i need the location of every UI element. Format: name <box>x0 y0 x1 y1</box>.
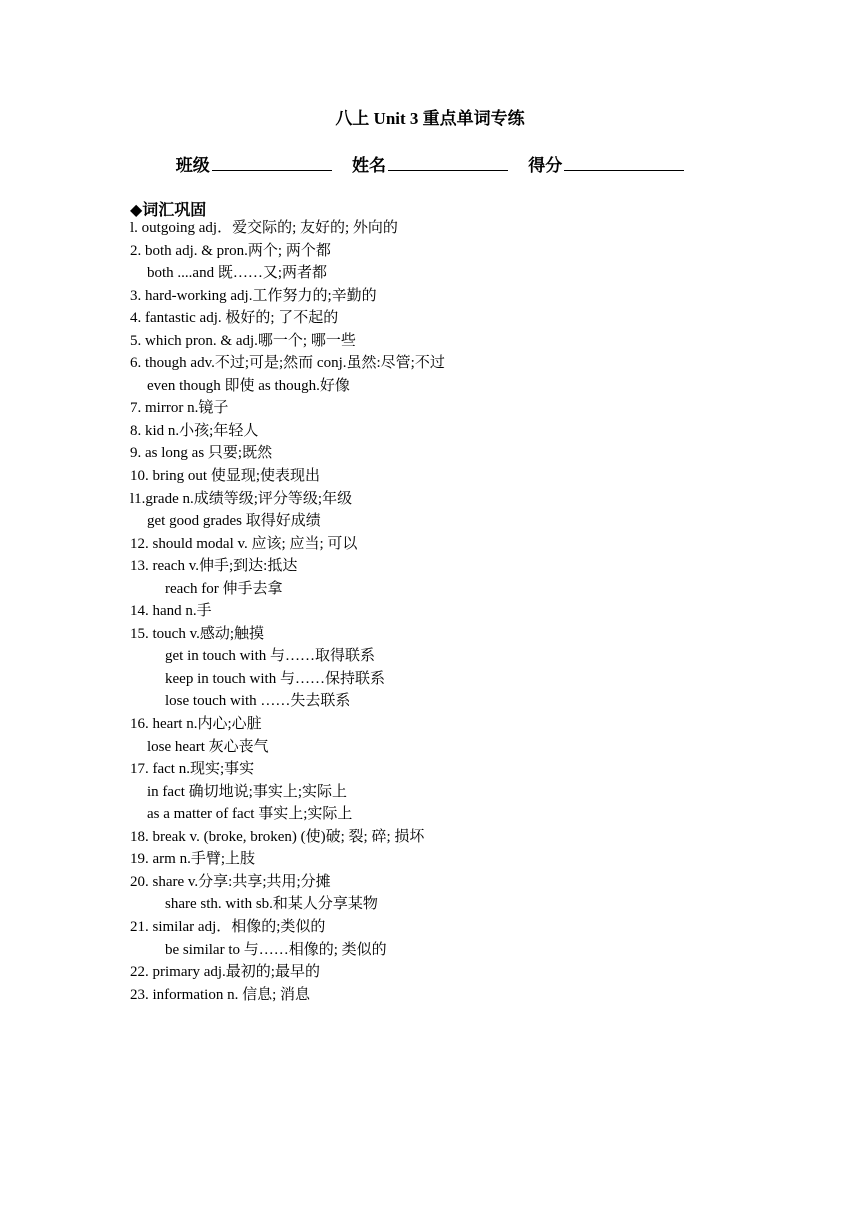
vocab-line: 22. primary adj.最初的;最早的 <box>130 964 320 981</box>
vocab-line: 16. heart n.内心;心脏 <box>130 716 262 733</box>
vocab-line: 3. hard-working adj.工作努力的;辛勤的 <box>130 287 377 304</box>
vocab-line: 21. similar adj．相像的;类似的 <box>130 918 326 935</box>
score-field <box>528 151 684 176</box>
page-title: 八上 Unit 3 重点单词专练 <box>335 109 525 128</box>
vocab-line: 23. information n. 信息; 消息 <box>130 986 310 1003</box>
vocab-line: 2. both adj. & pron.两个; 两个都 <box>130 242 331 259</box>
vocab-phrase-line: get in touch with 与……取得联系 <box>165 648 375 665</box>
name-field <box>352 151 508 176</box>
vocab-phrase-line: in fact 确切地说;事实上;实际上 <box>147 783 347 800</box>
vocab-line: 20. share v.分享:共享;共用;分摊 <box>130 873 331 890</box>
class-field <box>176 151 332 176</box>
score-label: 得分 <box>528 156 563 175</box>
vocab-phrase-line: be similar to 与……相像的; 类似的 <box>165 941 387 958</box>
vocab-phrase-line: reach for 伸手去拿 <box>165 580 283 597</box>
vocab-phrase-line: share sth. with sb.和某人分享某物 <box>165 896 378 913</box>
vocab-line: 17. fact n.现实;事实 <box>130 761 255 778</box>
vocab-line: 14. hand n.手 <box>130 603 212 620</box>
vocab-line: 8. kid n.小孩;年轻人 <box>130 422 259 439</box>
score-blank[interactable] <box>564 156 684 171</box>
name-label: 姓名 <box>352 156 386 175</box>
vocab-line: l1.grade n.成绩等级;评分等级;年级 <box>130 490 353 507</box>
name-blank[interactable] <box>388 156 508 171</box>
vocab-phrase-line: even though 即使 as though.好像 <box>147 377 350 394</box>
vocab-phrase-line: lose touch with ……失去联系 <box>165 693 351 710</box>
vocab-line: l. outgoing adj．爱交际的; 友好的; 外向的 <box>130 220 398 236</box>
vocab-phrase-line: get good grades 取得好成绩 <box>147 513 321 530</box>
vocab-line: 10. bring out 使显现;使表现出 <box>130 468 320 485</box>
vocabulary-list <box>130 217 730 1006</box>
vocab-line: 9. as long as 只要;既然 <box>130 445 273 462</box>
student-info-row <box>0 151 860 176</box>
class-label: 班级 <box>175 156 210 175</box>
vocab-phrase-line: both ....and 既……又;两者都 <box>147 265 327 282</box>
vocab-line: 7. mirror n.镜子 <box>130 400 229 417</box>
vocab-line: 18. break v. (broke, broken) (使)破; 裂; 碎; 损坏 <box>130 828 425 845</box>
vocab-line: 19. arm n.手臂;上肢 <box>130 851 255 868</box>
vocab-line: 15. touch v.感动;触摸 <box>130 625 265 642</box>
vocab-phrase-line: lose heart 灰心丧气 <box>147 738 269 755</box>
vocab-line: 13. reach v.伸手;到达:抵达 <box>130 558 298 575</box>
vocab-line: 5. which pron. & adj.哪一个; 哪一些 <box>130 332 356 349</box>
vocab-phrase-line: keep in touch with 与……保持联系 <box>165 670 385 687</box>
vocab-line: 6. though adv.不过;可是;然而 conj.虽然:尽管;不过 <box>130 355 445 372</box>
section-heading: ◆词汇巩固 <box>130 202 207 219</box>
vocab-line: 12. should modal v. 应该; 应当; 可以 <box>130 535 358 552</box>
class-blank[interactable] <box>212 156 332 171</box>
vocab-line: 4. fantastic adj. 极好的; 了不起的 <box>130 310 339 327</box>
vocab-phrase-line: as a matter of fact 事实上;实际上 <box>147 806 353 823</box>
